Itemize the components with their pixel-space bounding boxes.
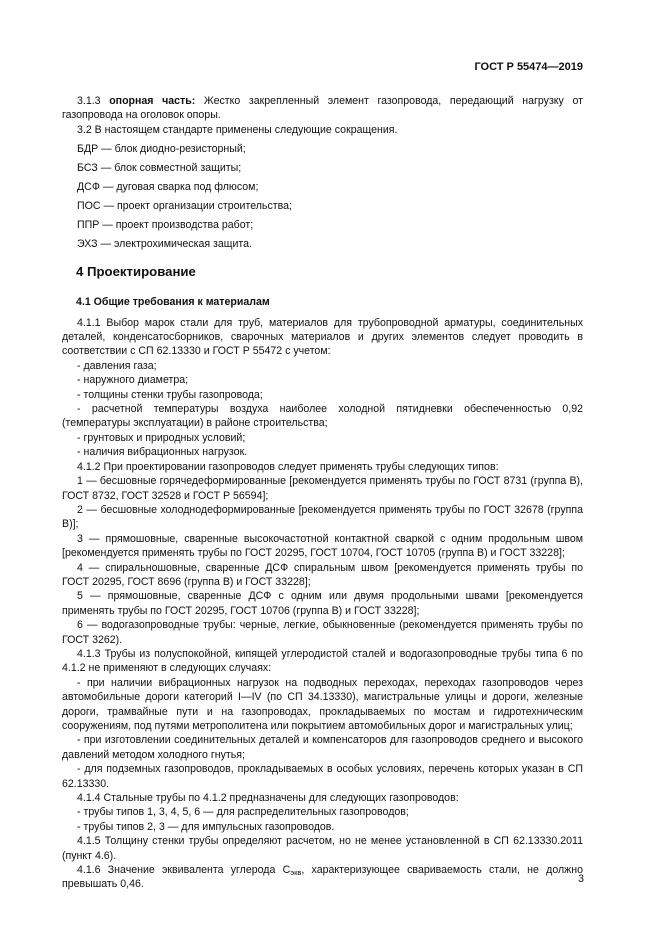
clause-text: 4.1.6 Значение эквивалента углерода С	[77, 864, 291, 877]
list-item: - толщины стенки трубы газопровода;	[77, 388, 263, 401]
term-definition: Жестко закрепленный элемент газопровода, передающий нагрузку от газопровода на оголовок опоры.	[62, 95, 584, 122]
clause-4-1-6	[62, 863, 583, 892]
pipe-type-item: 4 — спиральношовные, сваренные ДСФ спиральным швом [рекомендуется применять трубы по ГОСТ 20295, ГОСТ 8696 (группа В) и ГОСТ 33228];	[62, 561, 583, 588]
clause-number: 3.1.3	[77, 95, 110, 107]
clause-4-1-5: 4.1.5 Толщину стенки трубы определяют расчетом, но не менее установленной в СП 62.13330.2011 (пункт 4.6).	[62, 835, 583, 862]
page-body	[62, 94, 583, 892]
list-item: - грунтовых и природных условий;	[77, 431, 246, 444]
abbreviation-item: ПОС — проект организации строительства;	[77, 199, 292, 212]
page-number: 3	[578, 873, 584, 885]
list-item: - наружного диаметра;	[77, 374, 189, 387]
list-item: - наличия вибрационных нагрузок.	[77, 446, 248, 459]
list-item: - трубы типов 1, 3, 4, 5, 6 — для распределительных газопроводов;	[77, 806, 409, 819]
clause-3-2: 3.2 В настоящем стандарте применены следующие сокращения.	[77, 123, 398, 136]
clause-4-1-3: 4.1.3 Трубы из полуспокойной, кипящей углеродистой сталей и водогазопроводные трубы типа 6 по 4.1.2 не применяют в следующих случаях:	[62, 647, 583, 675]
document-header: ГОСТ Р 55474—2019	[474, 61, 583, 73]
pipe-type-item: 6 — водогазопроводные трубы: черные, легкие, обыкновенные (рекомендуется применять трубы по ГОСТ 3262).	[62, 619, 583, 646]
abbreviation-item: БДР — блок диодно-резисторный;	[77, 142, 246, 155]
abbreviation-item: БСЗ — блок совместной защиты;	[77, 161, 242, 174]
pipe-type-item: 1 — бесшовные горячедеформированные [рекомендуется применять трубы по ГОСТ 8731 (группа В), ГОСТ 8732, ГОСТ 32528 и ГОСТ Р 56594];	[62, 475, 583, 502]
abbreviation-item: ДСФ — дуговая сварка под флюсом;	[77, 180, 259, 193]
list-item: - трубы типов 2, 3 — для импульсных газопроводов.	[77, 820, 335, 833]
list-item: - для подземных газопроводов, прокладываемых в особых условиях, перечень которых указан в СП 62.13330.	[62, 763, 583, 790]
pipe-type-item: 2 — бесшовные холоднодеформированные [рекомендуется применять трубы по ГОСТ 32678 (группа В)];	[62, 503, 583, 531]
clause-4-1-2: 4.1.2 При проектировании газопроводов следует применять трубы следующих типов:	[77, 460, 499, 473]
abbreviation-item: ППР — проект производства работ;	[77, 218, 254, 231]
clause-4-1-1: 4.1.1 Выбор марок стали для труб, материалов для трубопроводной арматуры, соединительных деталей, конденсатосборников, сварочных материалов и других элементов следует проводить в соответствии с СП 62.13330 и ГОСТ Р 55472 с учетом:	[62, 316, 583, 358]
clause-text: , характеризующее свариваемость стали, не должно превышать 0,46.	[62, 864, 584, 891]
list-item: - при изготовлении соединительных деталей и компенсаторов для газопроводов среднего и высокого давлений методом холодного гнутья;	[62, 734, 583, 761]
pipe-type-item: 3 — прямошовные, сваренные высокочастотной контактной сваркой с одним продольным швом [рекомендуется применять трубы по ГОСТ 20295, ГОСТ 10704, ГОСТ 10705 (группа В) и ГОСТ 33228];	[62, 532, 583, 560]
list-item: - при наличии вибрационных нагрузок на подводных переходах, переходах газопроводов через автомобильные дороги категорий I—IV (по СП 34.13330), магистральные улицы и дороги, железные дороги, трамвайные пути и на газопроводах, прокладываемых по мостам и гидротехническим сооружениям, под путями метрополитена или покрытием автомобильных дорог и магистральных улиц;	[62, 676, 583, 732]
subscript: экв	[290, 868, 302, 878]
term: опорная часть:	[109, 95, 196, 107]
section-heading: 4 Проектирование	[76, 264, 196, 280]
clause-3-1-3	[62, 94, 583, 123]
clause-4-1-4: 4.1.4 Стальные трубы по 4.1.2 предназначены для следующих газопроводов:	[77, 792, 459, 805]
subsection-heading: 4.1 Общие требования к материалам	[76, 296, 270, 309]
abbreviation-item: ЭХЗ — электрохимическая защита.	[77, 237, 252, 250]
list-item: - расчетной температуры воздуха наиболее холодной пятидневки обеспеченностью 0,92 (температуры эксплуатации) в районе строительства;	[62, 403, 583, 430]
pipe-type-item: 5 — прямошовные, сваренные ДСФ с одним или двумя продольными швами [рекомендуется применять трубы по ГОСТ 20295, ГОСТ 10706 (группа В) и ГОСТ 33228];	[62, 590, 583, 617]
list-item: - давления газа;	[77, 359, 157, 372]
